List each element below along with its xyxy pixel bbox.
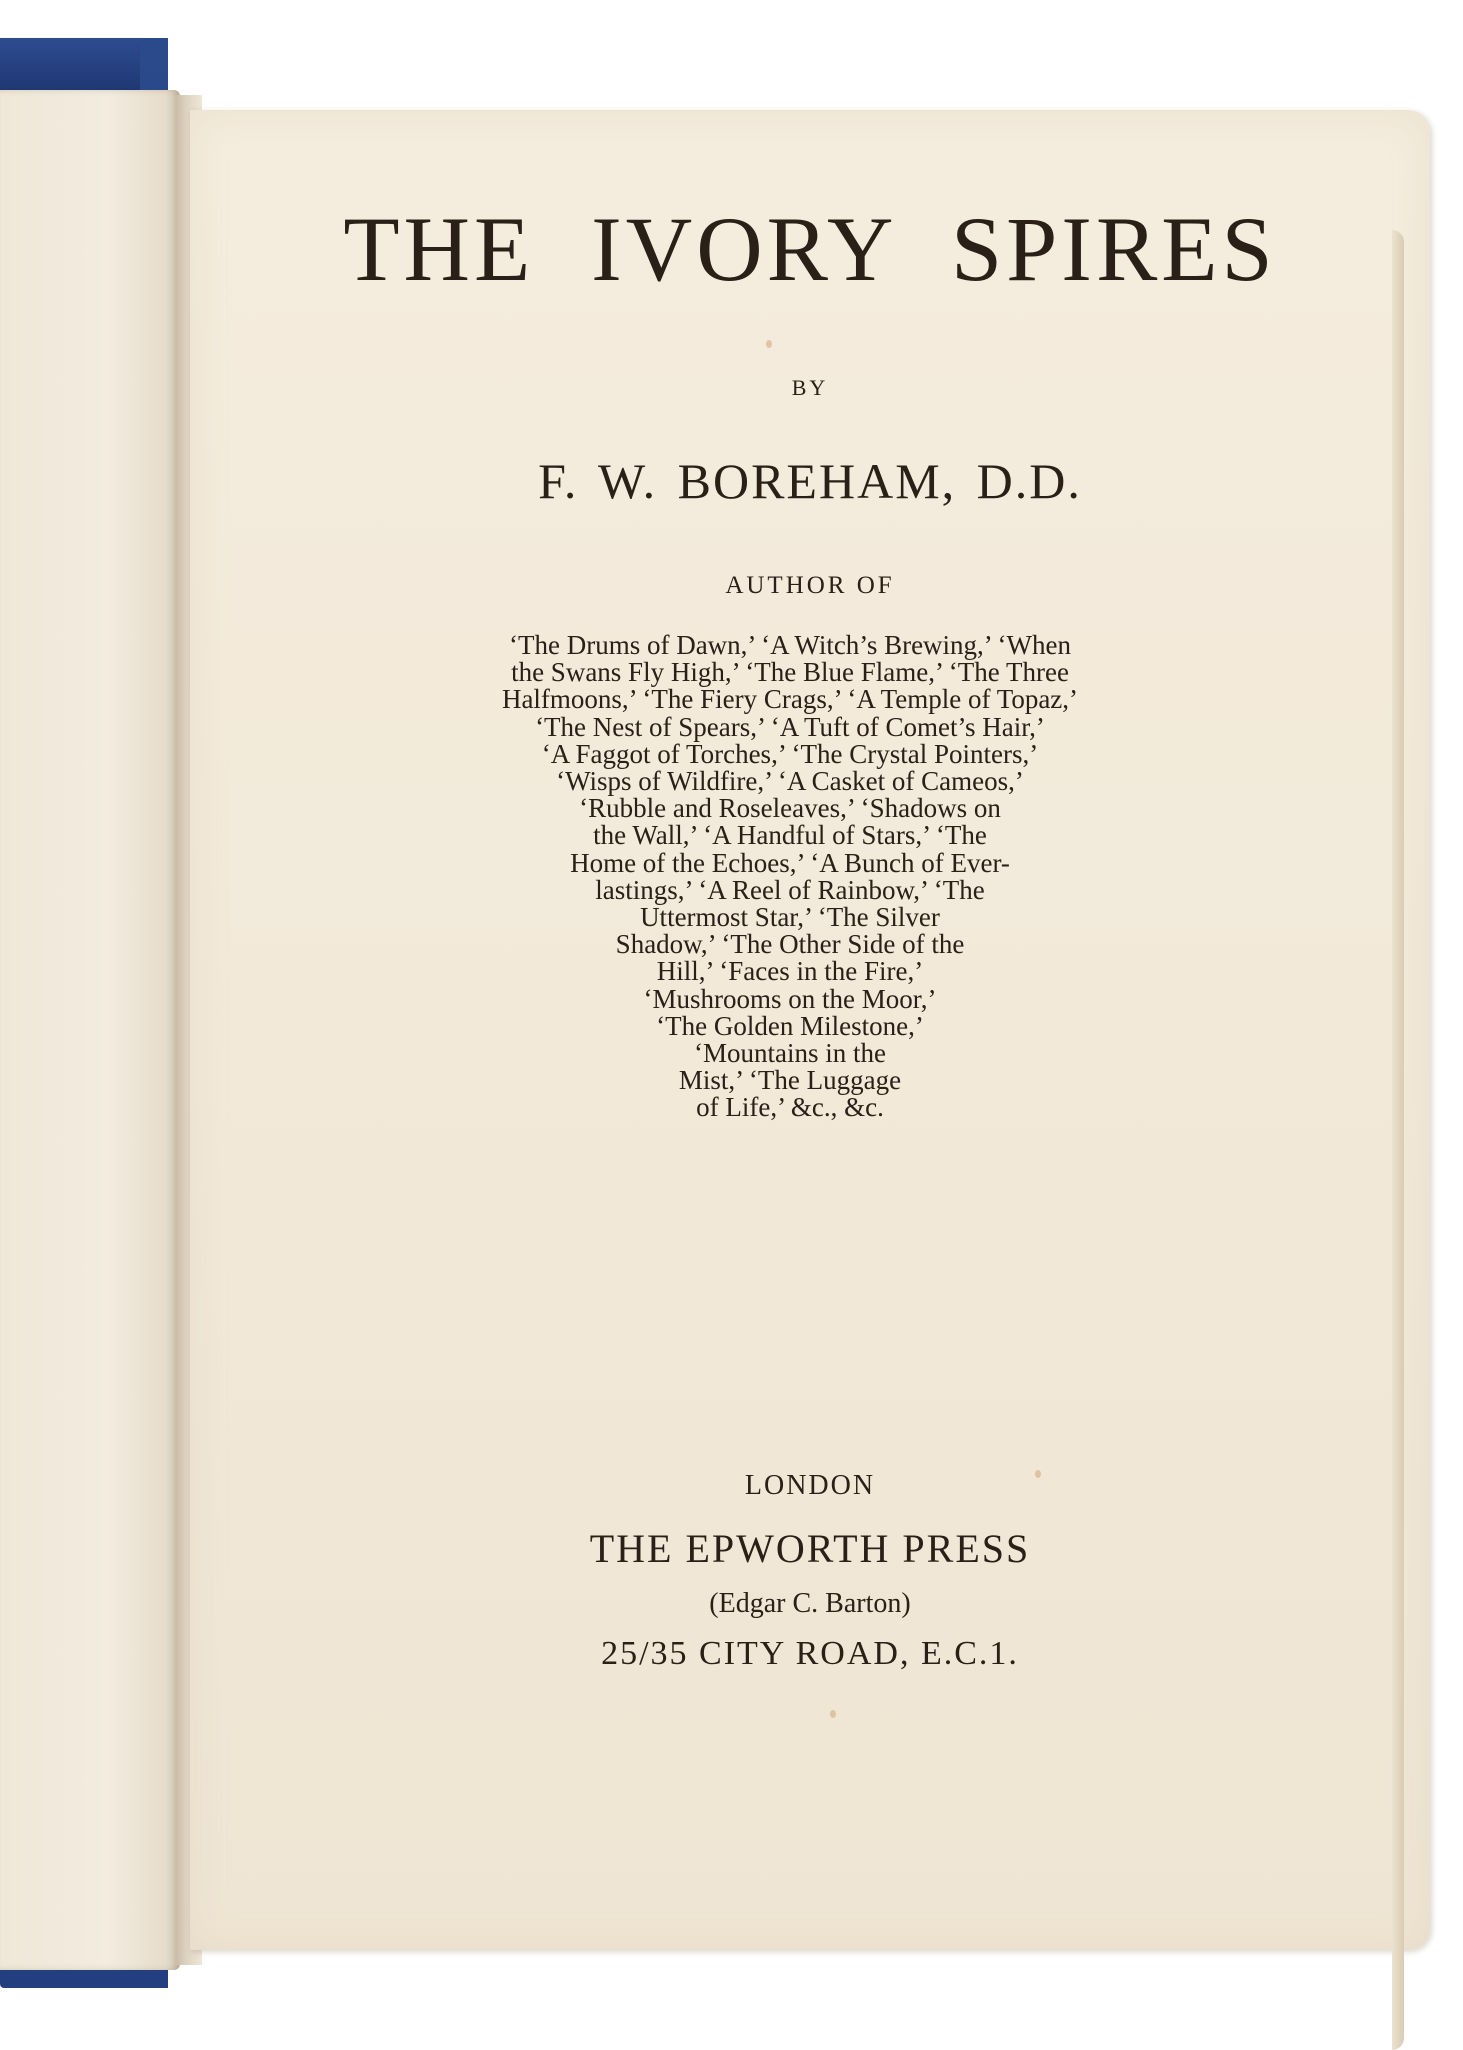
author-of-heading: AUTHOR OF	[725, 572, 895, 599]
publisher-editor: (Edgar C. Barton)	[709, 1588, 911, 1619]
publisher-city: LONDON	[744, 1470, 876, 1501]
works-line: the Wall,’ ‘A Handful of Stars,’ ‘The	[593, 820, 987, 851]
works-line: Uttermost Star,’ ‘The Silver	[640, 902, 940, 933]
title-page	[190, 110, 1430, 1950]
works-line: ‘Rubble and Roseleaves,’ ‘Shadows on	[579, 793, 1001, 824]
left-facing-page	[0, 90, 180, 1970]
paper-speck	[830, 1710, 836, 1718]
paper-speck	[1035, 1470, 1041, 1478]
by-line: BY	[791, 375, 829, 400]
publisher-name: THE EPWORTH PRESS	[589, 1526, 1031, 1571]
works-line: ‘The Drums of Dawn,’ ‘A Witch’s Brewing,’ ‘When	[508, 630, 1072, 660]
works-line: Shadow,’ ‘The Other Side of the	[615, 929, 965, 960]
works-line: ‘A Faggot of Torches,’ ‘The Crystal Pointers,’	[541, 738, 1039, 769]
works-line: the Swans Fly High,’ ‘The Blue Flame,’ ‘The Three	[511, 657, 1069, 688]
book-title: THE IVORY SPIRES	[343, 198, 1277, 300]
works-line: Mist,’ ‘The Luggage	[678, 1065, 902, 1096]
paper-speck	[766, 340, 772, 348]
works-line: ‘Mountains in the	[694, 1038, 886, 1069]
works-line: Halfmoons,’ ‘The Fiery Crags,’ ‘A Temple of Topaz,’	[501, 684, 1079, 715]
works-line: ‘Mushrooms on the Moor,’	[643, 983, 937, 1014]
publisher-address: 25/35 CITY ROAD, E.C.1.	[601, 1635, 1019, 1672]
works-line: of Life,’ &c., &c.	[696, 1092, 884, 1123]
works-line: ‘The Golden Milestone,’	[656, 1010, 924, 1041]
works-list	[390, 632, 1190, 1122]
author-name: F. W. BOREHAM, D.D.	[538, 453, 1082, 509]
works-line: lastings,’ ‘A Reel of Rainbow,’ ‘The	[595, 874, 985, 905]
book-cover-top	[0, 38, 140, 98]
works-line: ‘Wisps of Wildfire,’ ‘A Casket of Cameos,’	[556, 766, 1024, 797]
works-line: Home of the Echoes,’ ‘A Bunch of Ever-	[570, 847, 1010, 878]
works-line: ‘The Nest of Spears,’ ‘A Tuft of Comet’s Hair,’	[535, 711, 1045, 742]
works-line: Hill,’ ‘Faces in the Fire,’	[656, 956, 924, 987]
